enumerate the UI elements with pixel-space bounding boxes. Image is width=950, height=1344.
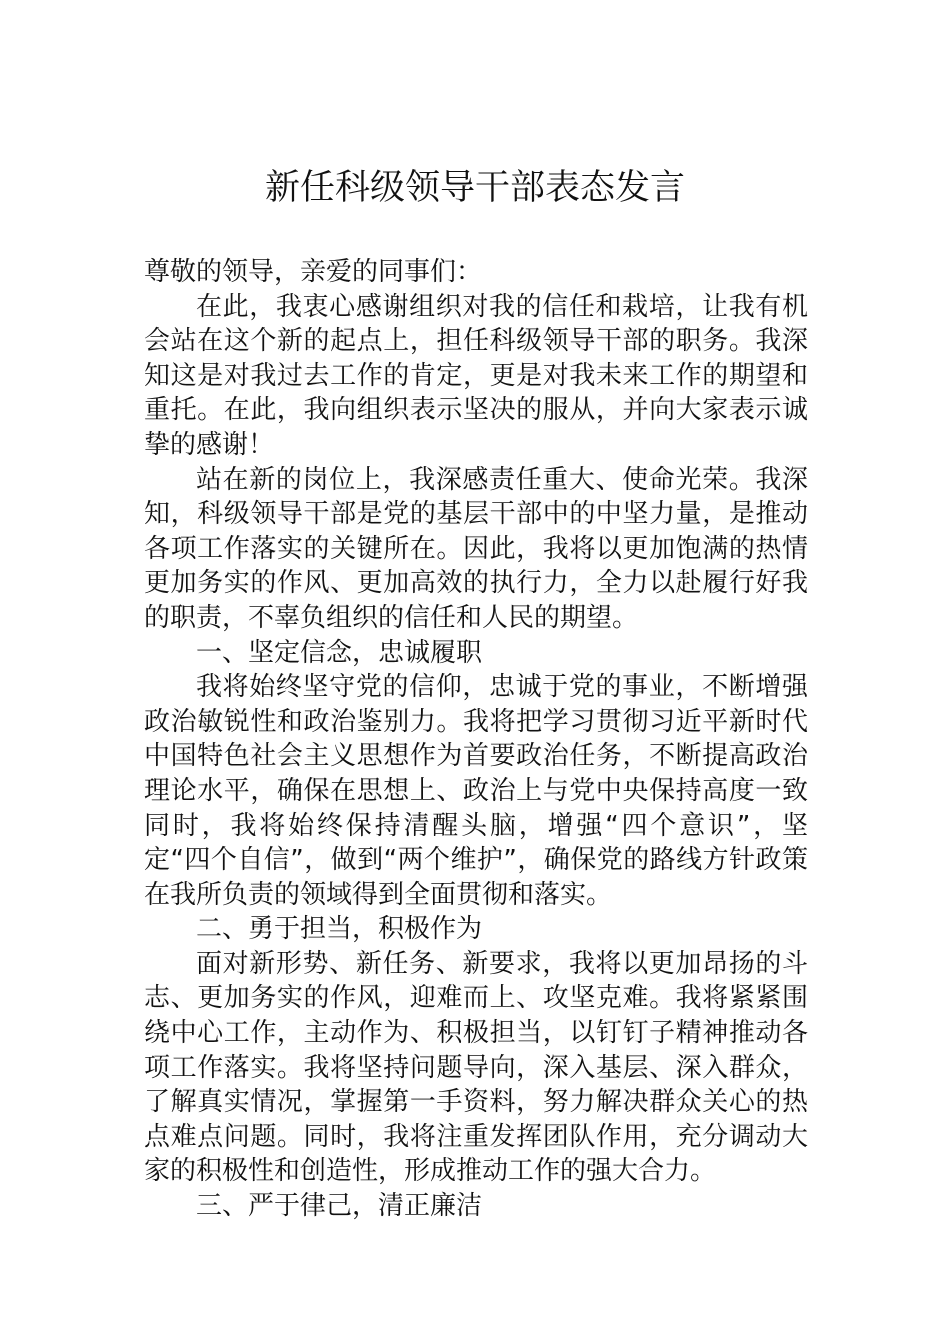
section-heading-3: 三、严于律己，清正廉洁: [196, 1191, 483, 1222]
salutation: 尊敬的领导，亲爱的同事们：: [144, 257, 483, 287]
section-text-1: 我将始终坚守党的信仰，忠诚于党的事业，不断增强政治敏锐性和政治鉴别力。我将把学习贯彻习近平新时代中国特色社会主义思想作为首要政治任务，不断提高政治理论水平，确保在思想上、政治上与党中央保持高度一致同时，我将始终保持清醒头脑，增强“四个意识”，坚定“四个自信”，做到“两个维护”，确保党的路线方针政策在我所负责的领域得到全面贯彻和落实。: [144, 672, 808, 910]
section-heading-1: 一、坚定信念，忠诚履职: [196, 637, 483, 668]
section-text-2: 面对新形势、新任务、新要求，我将以更加昂扬的斗志、更加务实的作风，迎难而上、攻坚克难。我将紧紧围绕中心工作，主动作为、积极担当，以钉钉子精神推动各项工作落实。我将坚持问题导向，深入基层、深入群众，了解真实情况，掌握第一手资料，努力解决群众关心的热点难点问题。同时，我将注重发挥团队作用，充分调动大家的积极性和创造性，形成推动工作的强大合力。: [144, 948, 808, 1187]
section-heading-2: 二、勇于担当，积极作为: [196, 914, 483, 945]
document-body: [144, 255, 808, 1224]
document-title: 新任科级领导干部表态发言: [264, 168, 685, 208]
paragraph-gratitude: 在此，我衷心感谢组织对我的信任和栽培，让我有机会站在这个新的起点上，担任科级领导干部的职务。我深知这是对我过去工作的肯定，更是对我未来工作的期望和重托。在此，我向组织表示坚决的服从，并向大家表示诚挚的感谢！: [144, 291, 808, 460]
paragraph-responsibility: 站在新的岗位上，我深感责任重大、使命光荣。我深知，科级领导干部是党的基层干部中的中坚力量，是推动各项工作落实的关键所在。因此，我将以更加饱满的热情更加务实的作风、更加高效的执行力，全力以赴履行好我的职责，不辜负组织的信任和人民的期望。: [144, 464, 808, 633]
